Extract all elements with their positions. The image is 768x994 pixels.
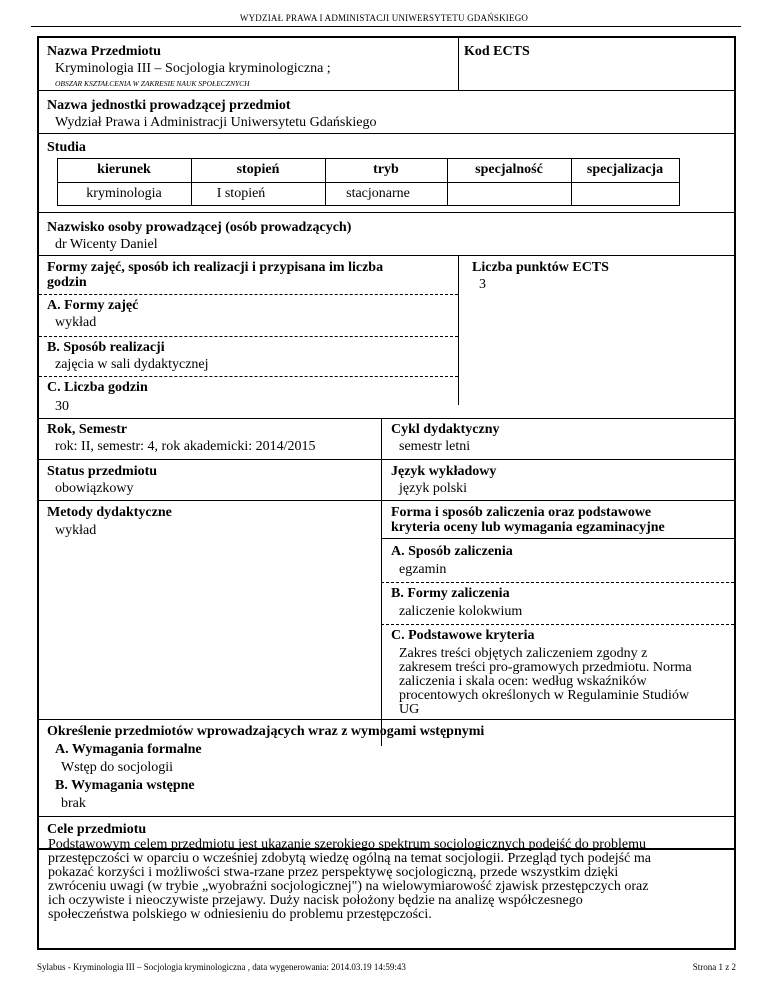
cell-kierunek: kryminologia — [86, 186, 162, 201]
section-rule — [39, 459, 734, 460]
dashed-rule — [39, 376, 458, 377]
studies-label: Studia — [47, 140, 86, 155]
syllabus-form — [37, 36, 736, 850]
goals-line: społeczeństwa polskiego w odniesieniu do problemu przestępczości. — [48, 907, 432, 922]
language-value: język polski — [399, 481, 468, 496]
goals-label: Cele przedmiotu — [47, 822, 147, 837]
goals-line: zwróceniu uwagi (w trybie „wyobraźni socjologicznej") na wielowymiarowość zjawisk przestępczych oraz — [48, 879, 649, 894]
section-rule — [39, 418, 734, 419]
language-label: Język wykładowy — [391, 464, 497, 479]
subject-area: OBSZAR KSZTAŁCENIA W ZAKRESIE NAUK SPOŁECZNYCH — [55, 79, 250, 88]
section-rule — [39, 255, 734, 256]
ects-code-label: Kod ECTS — [464, 44, 530, 59]
assessment-b-label: B. Formy zaliczenia — [391, 586, 510, 601]
table-rule — [679, 158, 680, 206]
ects-points-label: Liczba punktów ECTS — [472, 260, 609, 275]
table-rule — [57, 158, 680, 159]
forms-b-value: zajęcia w sali dydaktycznej — [55, 357, 209, 372]
status-value: obowiązkowy — [55, 481, 134, 496]
prereq-label: Określenie przedmiotów wprowadzających wraz z wymogami wstępnymi — [47, 724, 485, 739]
cycle-label: Cykl dydaktyczny — [391, 422, 500, 437]
forms-a-label: A. Formy zajęć — [47, 298, 139, 313]
methods-value: wykład — [55, 523, 97, 538]
assessment-c-line: procentowych określonych w Regulaminie Studiów — [399, 688, 690, 703]
studies-table — [57, 158, 680, 206]
col-kierunek: kierunek — [97, 162, 151, 177]
goals-line: przestępczości w oparciu o wcześniej zdobytą wiedzę ogólną na temat socjologii. Przegląd tych podejść ma — [48, 851, 651, 866]
year-value: rok: II, semestr: 4, rok akademicki: 2014/2015 — [55, 439, 316, 454]
goals-line: Podstawowym celem przedmiotu jest ukazanie szerokiego spektrum socjologicznych podejść do problemu — [48, 837, 646, 852]
assessment-title-1: Forma i sposób zaliczenia oraz podstawowe — [391, 505, 652, 520]
col-specjalizacja: specjalizacja — [586, 162, 664, 177]
section-rule — [39, 500, 734, 501]
footer-page-number: Strona 1 z 2 — [692, 962, 736, 972]
col-specjalnosc: specjalność — [475, 162, 543, 177]
footer-left: Sylabus - Kryminologia III – Socjologia kryminologiczna , data wygenerowania: 2014.03.19 14:59:43 — [37, 962, 406, 972]
assessment-c-line: UG — [399, 702, 420, 717]
assessment-c-line: zaliczenia i skala ocen: według wskaźników — [399, 674, 647, 689]
subject-value: Kryminologia III – Socjologia kryminologiczna ; — [55, 61, 331, 76]
assessment-c-line: Zakres treści objętych zaliczeniem zgodny z — [399, 646, 648, 661]
assessment-b-value: zaliczenie kolokwium — [399, 604, 523, 619]
forms-divider — [458, 255, 459, 405]
section-rule — [381, 538, 734, 539]
prereq-a-value: Wstęp do socjologii — [61, 760, 173, 775]
table-rule — [57, 182, 680, 183]
dashed-rule — [381, 582, 734, 583]
goals-line: pokazać korzyści i możliwości stwa-rzane przez perspektywę socjologiczną, przede wszystkim dzięki — [48, 865, 619, 880]
table-rule — [57, 205, 680, 206]
lecturer-label: Nazwisko osoby prowadzącej (osób prowadzących) — [47, 220, 352, 235]
methods-label: Metody dydaktyczne — [47, 505, 172, 520]
forms-a-value: wykład — [55, 315, 97, 330]
section-rule — [39, 212, 734, 213]
assessment-a-label: A. Sposób zaliczenia — [391, 544, 513, 559]
forms-b-label: B. Sposób realizacji — [47, 340, 165, 355]
cycle-value: semestr letni — [399, 439, 471, 454]
cell-stopien: I stopień — [216, 186, 266, 201]
assessment-title-2: kryteria oceny lub wymagania egzaminacyjne — [391, 520, 665, 535]
prereq-a-label: A. Wymagania formalne — [55, 742, 202, 757]
status-label: Status przedmiotu — [47, 464, 158, 479]
year-label: Rok, Semestr — [47, 422, 128, 437]
forms-title-1: Formy zajęć, sposób ich realizacji i przypisana im liczba — [47, 260, 384, 275]
unit-label: Nazwa jednostki prowadzącej przedmiot — [47, 98, 291, 113]
section-rule — [39, 719, 734, 720]
col-stopien: stopień — [236, 162, 280, 177]
assessment-c-line: zakresem treści pro-gramowych przedmiotu. Norma — [399, 660, 692, 675]
dashed-rule — [39, 336, 458, 337]
col-tryb: tryb — [373, 162, 399, 177]
cell-tryb: stacjonarne — [346, 186, 410, 201]
header-rule — [31, 26, 741, 27]
prereq-b-value: brak — [61, 796, 86, 811]
forms-c-value: 30 — [55, 399, 69, 414]
goals-frame — [37, 816, 736, 950]
prereq-b-label: B. Wymagania wstępne — [55, 778, 195, 793]
forms-c-label: C. Liczba godzin — [47, 380, 148, 395]
subject-label: Nazwa Przedmiotu — [47, 44, 161, 59]
goals-line: ich oczywiste i nieoczywiste przejawy. Duży nacisk położony będzie na analizę współczesnego — [48, 893, 583, 908]
dashed-rule — [381, 624, 734, 625]
ects-points-value: 3 — [479, 277, 486, 292]
assessment-a-value: egzamin — [399, 562, 447, 577]
dashed-rule — [39, 294, 458, 295]
unit-value: Wydział Prawa i Administracji Uniwersytetu Gdańskiego — [55, 115, 377, 130]
lecturer-value: dr Wicenty Daniel — [55, 237, 158, 252]
subject-divider — [458, 38, 459, 90]
forms-title-2: godzin — [47, 275, 87, 290]
section-rule — [39, 90, 734, 91]
section-rule — [39, 133, 734, 134]
page-header-title: WYDZIAŁ PRAWA I ADMINISTACJI UNIWERSYTETU GDAŃSKIEGO — [239, 13, 529, 23]
assessment-c-label: C. Podstawowe kryteria — [391, 628, 535, 643]
